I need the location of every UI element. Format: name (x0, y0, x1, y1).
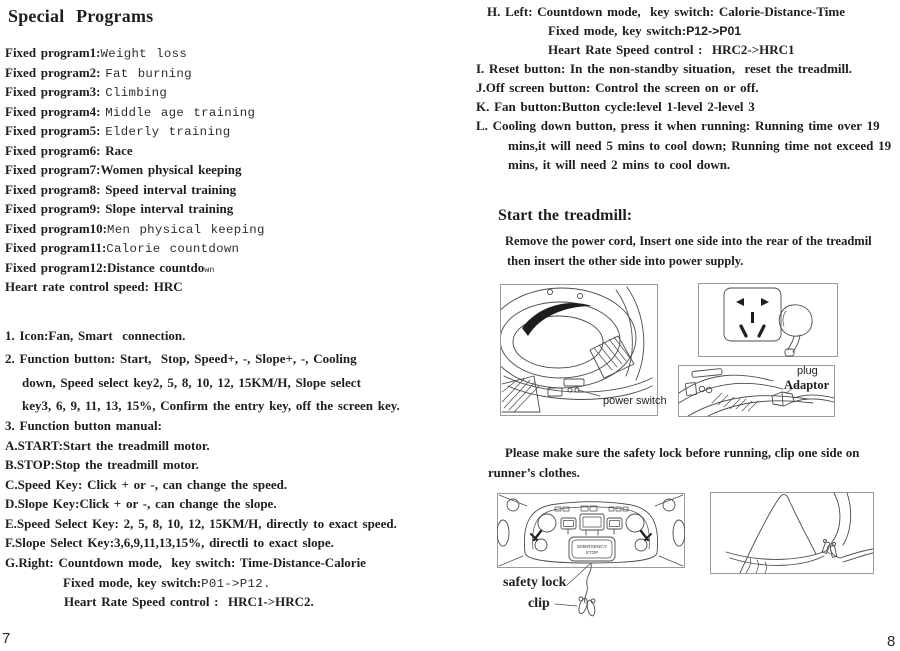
program-label: Fixed program3: (5, 84, 106, 99)
program-value: Elderly training (105, 125, 231, 139)
figure-console-safety-lock (497, 493, 685, 620)
note-line: key3, 6, 9, 11, 13, 15%, Confirm the entry key, off the screen key. (22, 398, 400, 413)
treadmill-hood-drawing (500, 287, 652, 412)
manual-line: mins,it will need 5 mins to cool down; Running time not exceed 19 (508, 138, 892, 153)
manual-line: Heart Rate Speed control : HRC2->HRC1 (548, 42, 795, 57)
program-value: Fat burning (105, 66, 192, 81)
manual-line: D.Slope Key:Click + or -, can change the slope. (5, 496, 277, 511)
program-value: Women physical keeping (100, 162, 242, 177)
program-label: Fixed program11: (5, 240, 107, 255)
manual-line: H. Left: Countdown mode, key switch: Calorie-Distance-Time (487, 4, 845, 19)
program-value: Distance countdo (107, 259, 205, 275)
program-label: Fixed program12: (5, 259, 107, 275)
program-value: Race (105, 142, 133, 158)
manual-line-mono-value: P01->P12. (201, 577, 271, 591)
manual-line: L. Cooling down button, press it when running: Running time over 19 (476, 118, 880, 133)
wall-socket-illustration (698, 283, 838, 357)
manual-line: G.Right: Countdown mode, key switch: Time-Distance-Calorie (5, 555, 366, 570)
safety-clip-drawing (577, 597, 596, 617)
program-value: Climbing (105, 86, 168, 100)
program-value: Middle age training (105, 105, 256, 120)
manual-line: B.STOP:Stop the treadmill motor. (5, 457, 199, 472)
manual-line: J.Off screen button: Control the screen on or off. (476, 80, 759, 95)
page-number-right: 8 (887, 633, 896, 650)
program-value: Calorie countdown (106, 242, 240, 256)
note-line: 1. Icon:Fan, Smart connection. (5, 328, 186, 343)
note-line: 2. Function button: Start, Stop, Speed+, -, Slope+, -, Cooling (5, 351, 357, 366)
manual-line: I. Reset button: In the non-standby situation, reset the treadmill. (476, 61, 853, 76)
adaptor-label: Adaptor (784, 378, 830, 392)
plug-label: plug (797, 365, 818, 377)
section-heading-start-treadmill: Start the treadmill: (498, 207, 633, 224)
program-label: Fixed program8: (5, 181, 106, 197)
program-value: Men physical keeping (107, 222, 265, 237)
note-line: 3. Function button manual: (5, 418, 162, 433)
runner-clip-illustration (710, 492, 874, 574)
manual-line: E.Speed Select Key: 2, 5, 8, 10, 12, 15KM/H, directly to exact speed. (5, 516, 397, 531)
program-label: Fixed program7: (5, 162, 101, 177)
console-illustration (497, 493, 685, 620)
emergency-stop-label-line2: STOP (585, 550, 599, 555)
manual-line: K. Fan button:Button cycle:level 1-level 2-level 3 (476, 99, 755, 114)
paragraph-line: runner’s clothes. (488, 466, 580, 480)
figure-wall-socket (698, 283, 838, 357)
program-value-small: wn (204, 264, 215, 275)
note-line: down, Speed select key2, 5, 8, 10, 12, 15KM/H, Slope select (22, 375, 361, 390)
manual-line: F.Slope Select Key:3,6,9,11,13,15%, directli to exact slope. (5, 535, 334, 550)
program-label: Fixed program6: (5, 142, 106, 158)
program-label: Fixed program1: (5, 45, 101, 60)
manual-line: Heart Rate Speed control : HRC1->HRC2. (64, 594, 314, 609)
figure-runner-clip (710, 492, 874, 574)
manual-line-value: P12->P01 (686, 24, 742, 38)
paragraph-line: Remove the power cord, Insert one side into the rear of the treadmil (505, 234, 872, 248)
manual-line-prefix: Fixed mode, key switch: (548, 23, 687, 38)
safety-lock-label: safety lock (503, 575, 567, 590)
manual-line: A.START:Start the treadmill motor. (5, 438, 210, 453)
program-value: Slope interval training (105, 201, 234, 216)
program-label: Fixed program5: (5, 123, 106, 138)
figure-plug-adaptor (678, 365, 835, 417)
manual-line-prefix: Fixed mode, key switch: (63, 575, 202, 590)
program-value: Weight loss (100, 47, 188, 61)
manual-line: C.Speed Key: Click + or -, can change the speed. (5, 477, 288, 492)
manual-line (548, 23, 741, 39)
program-label: Fixed program9: (5, 201, 106, 216)
clip-label: clip (528, 596, 550, 611)
paragraph-line: then insert the other side into power supply. (507, 254, 744, 268)
program-label: Fixed program4: (5, 103, 106, 119)
program-value: HRC (153, 279, 183, 294)
emergency-stop-label-line1: EMERGENCY (577, 544, 607, 549)
paragraph-line: Please make sure the safety lock before running, clip one side on (505, 446, 860, 460)
program-label: Fixed program2: (5, 64, 106, 80)
manual-line: mins, it will need 2 mins to cool down. (508, 157, 731, 172)
power-switch-label: power switch (603, 395, 667, 407)
figure-treadmill-rear (500, 284, 667, 416)
program-label: Fixed program10: (5, 220, 107, 236)
page-number-left: 7 (2, 630, 11, 647)
program-value: Speed interval training (105, 181, 237, 197)
page-title: Special Programs (8, 6, 154, 26)
program-label: Heart rate control speed: (5, 279, 154, 294)
